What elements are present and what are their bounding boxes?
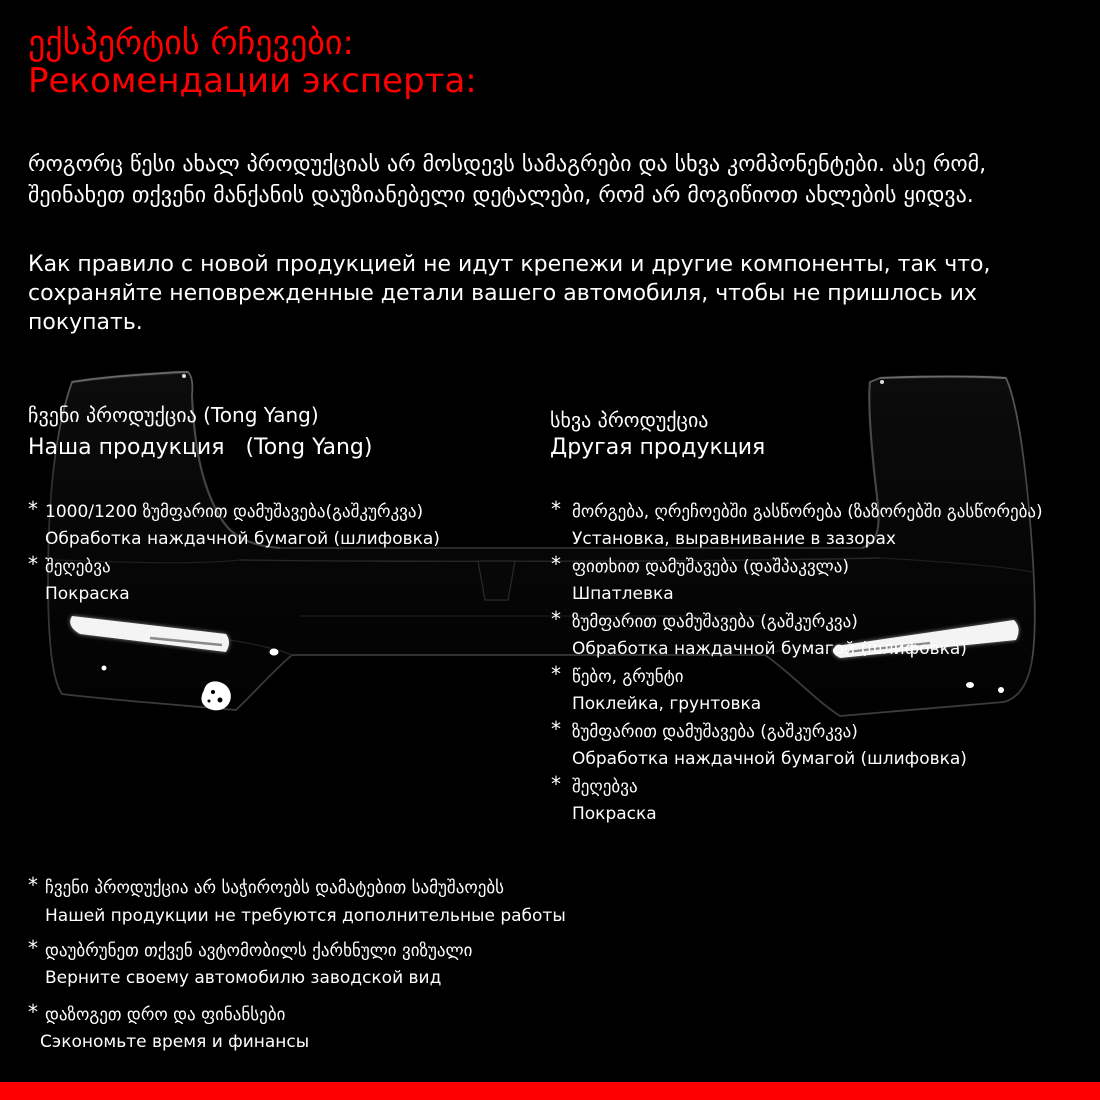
step-russian: Обработка наждачной бумагой (шлифовка) (572, 749, 967, 769)
step-georgian: ფითხით დამუშავება (დაშპაკვლა) (572, 557, 850, 577)
bullet-asterisk: * (551, 497, 561, 521)
step-russian: Шпатлевка (572, 584, 674, 604)
mounting-holes (182, 374, 884, 384)
bullet-asterisk: * (28, 1000, 38, 1024)
benefit-item (28, 936, 473, 988)
bullet-asterisk: * (28, 552, 38, 576)
step-russian: Покраска (45, 584, 130, 604)
bullet-asterisk: * (551, 607, 561, 631)
bottom-accent-bar (0, 1082, 1100, 1100)
benefit-georgian: დაზოგეთ დრო და ფინანსები (45, 1005, 286, 1025)
process-step (28, 552, 130, 604)
other-product-title-georgian: სხვა პროდუქცია (550, 408, 709, 432)
our-product-title-georgian: ჩვენი პროდუქცია (Tong Yang) (28, 403, 319, 427)
bullet-asterisk: * (551, 662, 561, 686)
step-georgian: მორგება, ღრეჩოებში გასწორება (ზაზორებში გასწორება) (572, 502, 1043, 522)
benefit-russian: Нашей продукции не требуются дополнительные работы (45, 906, 566, 926)
intro-russian: Как правило с новой продукцией не идут крепежи и другие компоненты, так что, сохраняйте неповрежденные детали вашего автомобиля, чтобы не пришлось их покупать. (28, 252, 991, 335)
process-step (551, 552, 850, 604)
process-step (551, 497, 1043, 549)
step-russian: Поклейка, грунтовка (572, 694, 762, 714)
bullet-asterisk: * (551, 717, 561, 741)
our-product-title-russian: Наша продукция (Tong Yang) (28, 435, 373, 460)
bullet-asterisk: * (28, 497, 38, 521)
benefit-item (28, 873, 566, 926)
step-georgian: შეღებვა (45, 557, 111, 577)
benefit-georgian: დაუბრუნეთ თქვენ ავტომობილს ქარხნული ვიზუალი (45, 941, 473, 961)
other-product-title-russian: Другая продукция (550, 435, 766, 460)
step-georgian: ზუმფარით დამუშავება (გაშკურკვა) (572, 722, 858, 742)
step-russian: Покраска (572, 804, 657, 824)
page-title (28, 24, 477, 100)
intro-georgian: როგორც წესი ახალ პროდუქციას არ მოსდევს სამაგრები და სხვა კომპონენტები. ასე რომ, შეინახეთ თქვენი მანქანის დაუზიანებელი დეტალები, რომ არ მოგიწიოთ ახლების ყიდვა. (28, 152, 987, 208)
step-russian: Обработка наждачной бумагой (шлифовка) (45, 529, 440, 549)
step-russian: Обработка наждачной бумагой (шлифовка) (572, 639, 967, 659)
process-step (551, 772, 657, 824)
step-georgian: შეღებვა (572, 777, 638, 797)
benefit-russian: Верните своему автомобилю заводской вид (45, 968, 442, 988)
bullet-asterisk: * (28, 873, 38, 897)
benefit-georgian: ჩვენი პროდუქცია არ საჭიროებს დამატებით სამუშაოებს (45, 878, 505, 898)
step-georgian: ზუმფარით დამუშავება (გაშკურკვა) (572, 612, 858, 632)
title-georgian: ექსპერტის რჩევები: (28, 23, 354, 63)
process-step (551, 717, 967, 769)
step-georgian: წებო, გრუნტი (572, 667, 684, 687)
step-georgian: 1000/1200 ზუმფარით დამუშავება(გაშკურკვა) (45, 502, 424, 522)
benefit-item (28, 1000, 310, 1052)
bullet-asterisk: * (551, 552, 561, 576)
bullet-asterisk: * (28, 936, 38, 960)
bullet-asterisk: * (551, 772, 561, 796)
process-step (551, 607, 967, 659)
process-step (551, 662, 762, 714)
benefit-russian: Сэкономьте время и финансы (40, 1032, 310, 1052)
step-russian: Установка, выравнивание в зазорах (572, 529, 896, 549)
process-step (28, 497, 440, 549)
title-russian: Рекомендации эксперта: (28, 61, 477, 101)
